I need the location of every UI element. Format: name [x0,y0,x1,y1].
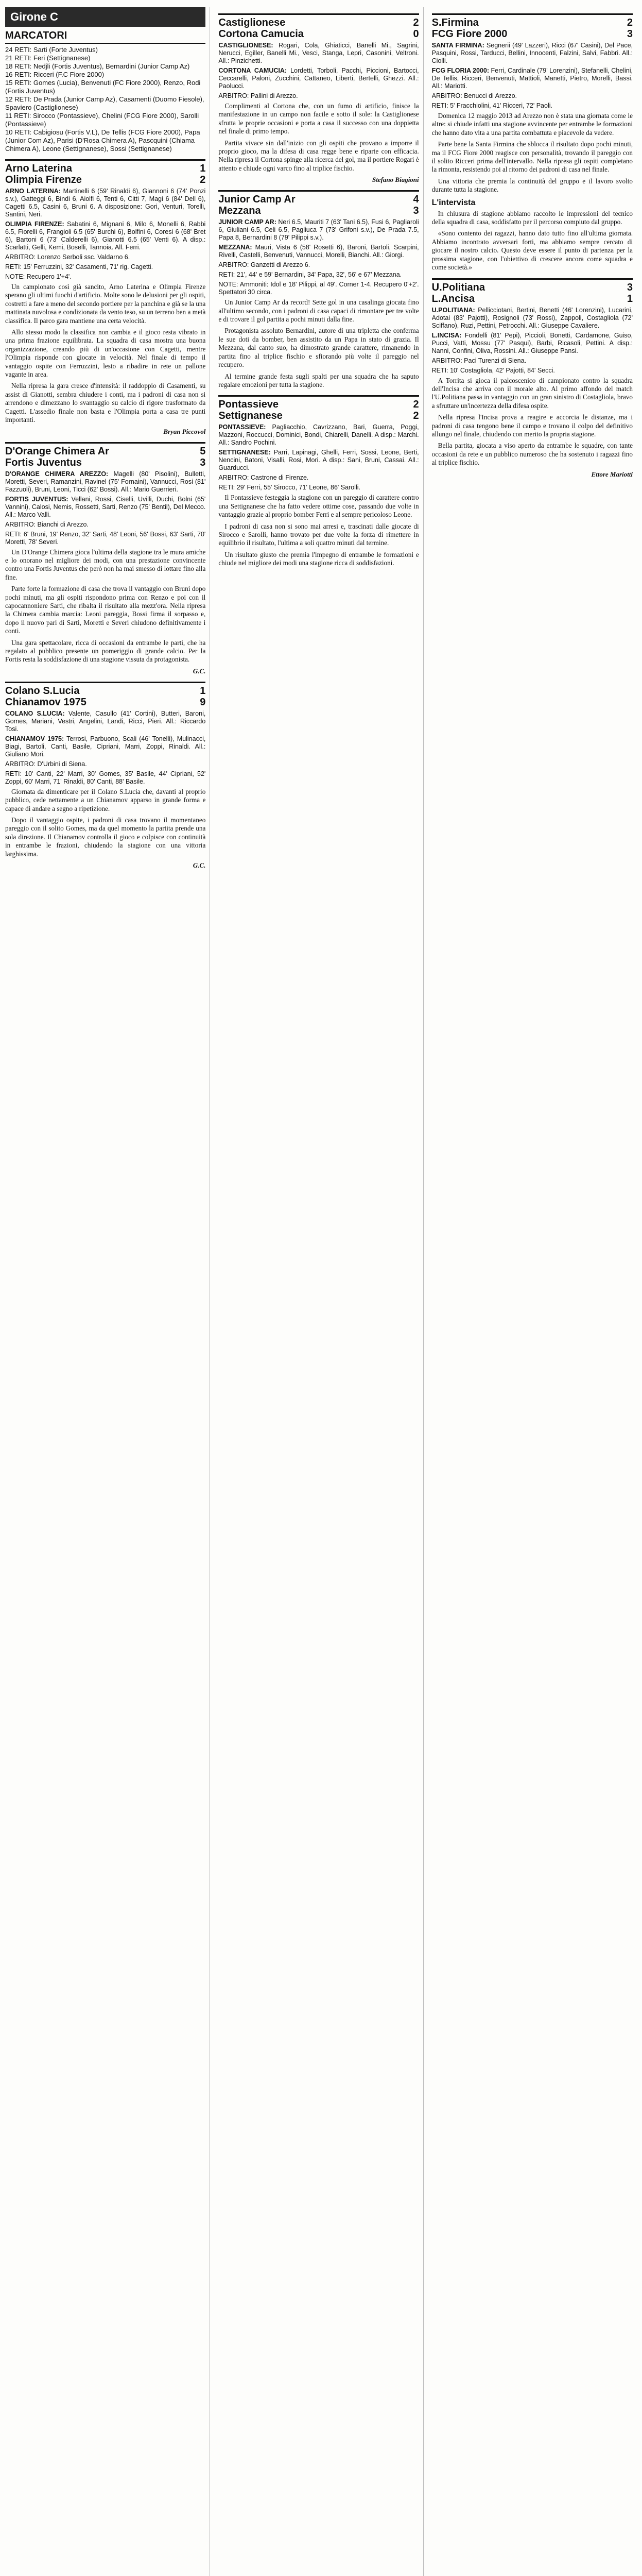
article-paragraph: Parte forte la formazione di casa che trova il vantaggio con Bruni dopo pochi minuti, ma gli ospiti rispondono prima con Renzo e poi con il capocannoniere Sarti, che ribalta il risultato alla mezz'ora. Nella ripresa la Chimera cambia marcia: Leoni pareggia, Bossi firma il sorpasso e, dopo il nuovo pari di Sarti, Moretti e Severi chiudono definitivamente i conti. [5,585,206,635]
article-body [5,788,205,858]
byline: Bryan Piccovol [163,427,206,435]
home-score: 1 [200,685,206,697]
home-lineup: U.POLITIANA: Pellicciotani, Bertini, Benetti (46' Lorenzini), Lucarini, Adotai (83' Pajotti), Rosignoli (73' Rossi), Zappoli, Costagliola (72' Sciffano), Ruzi, Pettini, Petrocchi. All.: Giuseppe Cavaliere. [431,306,633,329]
interview-title: L'intervista [431,198,476,207]
article-paragraph: Un risultato giusto che premia l'impegno di entrambe le formazioni e chiude nel migliore dei modi una stagione ricca di soddisfazioni. [218,550,419,567]
article-paragraph: Una vittoria che premia la continuità del gruppo e il lavoro svolto durante tutta la stagione. [431,177,633,194]
article-paragraph: Nella ripresa l'Incisa prova a reagire e accorcia le distanze, ma i padroni di casa tengono bene il campo e trovano il colpo del definitivo allungo nel finale, chiudendo con merito la propria stagione. [431,413,633,438]
away-team: Settignanese [218,410,283,422]
article-paragraph: Una gara spettacolare, ricca di occasioni da entrambe le parti, che ha regalato al pubblico presente un pomeriggio di grande calcio. Per la Fortis resta la soddisfazione di una stagione vissuta da protagonista. [5,638,206,664]
match-header [218,399,419,421]
scorer-line: 24 RETI: Sarti (Forte Juventus) [5,46,98,54]
referee: ARBITRO: Lorenzo Serboli ssc. Valdarno 6. [5,253,130,261]
home-lineup: D'ORANGE CHIMERA AREZZO: Magelli (80' Pisolini), Bulletti, Moretti, Severi, Ramanzini, Ravinel (75' Fornaini), Vannucci, Rosi (81' Fazzuoli), Bruni, Leoni, Ticci (62' Bossi). All.: Mario Guerrieri. [5,470,206,493]
home-score: 5 [200,445,206,457]
goals: RETI: 29' Ferri, 55' Sirocco, 71' Leone, 86' Sarolli. [218,484,360,492]
home-team: Colano S.Lucia [5,685,80,697]
article-paragraph: Complimenti al Cortona che, con un fumo di artificio, finisce la manifestazione in un campo non facile e sotto il sole: la Castiglionese sfrutta le proprie occasioni e porta a casa il successo con una doppietta nel finale di primo tempo. [218,102,419,135]
home-team: Pontassieve [218,399,279,411]
match-header [5,446,205,468]
byline: Ettore Mariotti [591,470,633,478]
article-body [432,377,633,467]
away-team: L.Ancisa [431,293,475,304]
home-score: 2 [413,399,419,411]
goals: RETI: 5' Fracchiolini, 41' Ricceri, 72' Paoli. [431,102,552,109]
goals: RETI: 10' Canti, 22' Marri, 30' Gomes, 35' Basile, 44' Cipriani, 52' Zoppi, 60' Marri, 71' Rinaldi, 80' Canti, 88' Basile. [5,770,206,785]
match-notes: NOTE: Recupero 1'+4'. [5,273,72,280]
away-lineup: FCG FLORIA 2000: Ferri, Cardinale (79' Lorenzini), Stefanelli, Chelini, De Tellis, Ricceri, Benvenuti, Mattioli, Manetti, Pietro, Morelli, Bassi. All.: Mariotti. [431,67,633,90]
referee: ARBITRO: Bianchi di Arezzo. [5,520,89,528]
away-lineup: CORTONA CAMUCIA: Lordetti, Torboli, Pacchi, Piccioni, Bartocci, Ceccarelli, Paloni, Zucchini, Cattaneo, Liberti, Bertelli, Ghezzi. All.: Paolucci. [218,67,419,90]
article-paragraph: Domenica 12 maggio 2013 ad Arezzo non è stata una giornata come le altre: si chiude infatti una stagione avvincente per entrambe le formazioni che hanno dato vita a una partita combattuta e piacevole da vedere. [431,112,633,137]
match-header [218,17,419,40]
match-report [218,395,419,567]
article-body [218,298,419,389]
article-paragraph: Parte bene la Santa Firmina che sblocca il risultato dopo pochi minuti, ma il FCG Fiore 2000 reagisce con personalità, trovando il pareggio con il solito Ricceri prima dell'intervallo. Nella ripresa gli ospiti completano la rimonta, resistendo poi al ritorno dei padroni di casa nel finale. [431,140,633,174]
away-team: Chianamov 1975 [5,696,86,708]
goals: RETI: 21', 44' e 59' Bernardini, 34' Papa, 32', 56' e 67' Mezzana. [218,271,402,279]
article-paragraph: Giornata da dimenticare per il Colano S.Lucia che, davanti al proprio pubblico, cede nettamente a un Chianamov apparso in grande forma e capace di andare a segno a ripetizione. [5,787,206,812]
interview-box [432,198,633,272]
home-score: 2 [413,17,419,28]
article-paragraph: A Torrita si gioca il palcoscenico di campionato contro la squadra dell'Incisa che arriva con il morale alto. Al primo affondo del match l'U.Politiana passa in vantaggio con un gran sinistro di Costagliola, bravo a sfruttare un'incertezza della difesa ospite. [431,376,633,410]
article-paragraph: Protagonista assoluto Bernardini, autore di una tripletta che conferma le sue doti da bomber, ben assistito da un Papa in stato di grazia. Il Mezzana, dal canto suo, ha dimostrato grande carattere, rimanendo in partita fino al triplice fischio e sfiorando più volte il pareggio nel recupero. [218,327,419,369]
match-notes: NOTE: Ammoniti: Idol e 18' Pilippi, al 49'. Corner 1-4. Recupero 0'+2'. Spettatori 30 circa. [218,281,419,296]
away-score: 0 [413,28,419,40]
home-team: D'Orange Chimera Ar [5,445,109,457]
away-team: FCG Fiore 2000 [431,28,508,40]
article-paragraph: Dopo il vantaggio ospite, i padroni di casa trovano il momentaneo pareggio con il solito Gomes, ma da quel momento la partita prende una sola direzione. Il Chianamov controlla il gioco e colpisce con continuità in entrambe le frazioni, chiudendo la stagione con una vittoria larghissima. [5,816,206,858]
scorer-line: 21 RETI: Feri (Settignanese) [5,54,91,62]
away-team: Cortona Camucia [218,28,304,40]
interview-paragraph: «Sono contento dei ragazzi, hanno dato tutto fino all'ultima giornata. Abbiamo incontrato avversari forti, ma abbiamo sempre cercato di giocare il nostro calcio. Questo deve essere il punto di partenza per la prossima stagione, con l'obiettivo di crescere ancora come squadra e come società.» [431,229,633,272]
match-report [432,13,633,194]
scorers-list [5,46,205,153]
match-header [5,685,205,708]
away-lineup: L.INCISA: Fondelli (81' Pepi), Piccioli, Bonetti, Cardamone, Guiso, Pucci, Vatti, Mossu (77' Pasqui), Barbi, Ricasoli, Pettini. A disp.: Nanni, Confini, Oliva, Rossini. All.: Giuseppe Pansi. [431,331,633,354]
away-lineup: FORTIS JUVENTUS: Vellani, Rossi, Ciselli, Uvilli, Duchi, Bolni (65' Vannini), Calosi, Nemis, Rossetti, Sarti, Renzo (75' Bentil), Del Mecco. All.: Marco Valli. [5,495,206,518]
scorer-line: 11 RETI: Sirocco (Pontassieve), Chelini (FCG Fiore 2000), Sarolli (Pontassieve) [5,112,199,128]
scorer-line: 10 RETI: Cabigiosu (Fortis V.L), De Tellis (FCG Fiore 2000), Papa (Junior Com Az), Parisi (D'Rosa Chimera A), Pascquini (Chiama Chimera A), Leone (Settignanese), Sossi (Settignanese) [5,128,200,152]
article-paragraph: Un Junior Camp Ar da record! Sette gol in una casalinga giocata fino all'ultimo secondo, con i padroni di casa capaci di rimontare per tre volte e di trovare il gol partita a pochi minuti dalla fine. [218,298,419,324]
home-team: Castiglionese [218,17,286,28]
byline: Stefano Biagioni [372,176,419,184]
match-report [218,13,419,184]
article-paragraph: Allo stesso modo la classifica non cambia e il gioco resta vibrato in una prima frazione equilibrata. La squadra di casa mostra una buona organizzazione, creando più di un'occasione con Cagetti, mentre l'Olimpia risponde con giocate in velocità. Nel finale di tempo il vantaggio ospite con Ferruzzini, lesto a ribadire in rete un pallone vagante in area. [5,328,206,379]
scorer-line: 15 RETI: Gomes (Lucia), Benvenuti (FC Fiore 2000), Renzo, Rodi (Fortis Juventus) [5,79,201,95]
home-lineup: ARNO LATERINA: Martinelli 6 (59' Rinaldi 6), Giannoni 6 (74' Ponzi s.v.), Gatteggi 6, Bindi 6, Aiolfi 6, Tenti 6, Citti 7, Magi 6 (84' Dell 6), Cagetti 6.5, Casini 6, Bruni 6. A disposizione: Gori, Venturi, Torelli, Santini, Neri. [5,188,206,218]
article-body [432,112,633,194]
article-body [5,283,205,425]
referee: ARBITRO: Benucci di Arezzo. [431,92,517,99]
article-paragraph: I padroni di casa non si sono mai arresi e, trascinati dalle giocate di Sirocco e Sarolli, hanno trovato per due volte la forza di rimettere in equilibrio il risultato, l'ultima a soli quattro minuti dal termine. [218,522,419,547]
goals: RETI: 15' Ferruzzini, 32' Casamenti, 71' rig. Cagetti. [5,263,153,270]
away-lineup: MEZZANA: Mauri, Vista 6 (58' Rosetti 6), Baroni, Bartoli, Scarpini, Rivelli, Castelli, Benvenuti, Vannucci, Morelli, Bianchi. All.: Giorgi. [218,244,419,259]
home-score: 4 [413,194,419,206]
home-lineup: CASTIGLIONESE: Rogari, Cola, Ghiaticci, Banelli Mi., Sagrini, Nerucci, Egiller, Banelli Mi., Vesci, Stanga, Lepri, Casonini, Veltroni. All.: Pinzichetti. [218,42,419,64]
match-report [218,190,419,389]
match-header [5,163,205,185]
away-team: Olimpia Firenze [5,174,82,185]
match-report [432,278,633,479]
home-score: 2 [627,17,633,28]
article-body [5,548,205,664]
away-team: Fortis Juventus [5,456,82,468]
goals: RETI: 6' Bruni, 19' Renzo, 32' Sarti, 48' Leoni, 56' Bossi, 63' Sarti, 70' Moretti, 78' Severi. [5,530,206,546]
home-team: S.Firmina [431,17,479,28]
referee: ARBITRO: D'Urbini di Siena. [5,760,87,768]
section-banner: Girone C [5,7,205,27]
home-lineup: SANTA FIRMINA: Segnerii (49' Lazzeri), Ricci (67' Casini), Del Pace, Pasquini, Rossi, Tarducci, Bellini, Innocenti, Falzini, Salvi, Fabbri. All.: Ciolli. [431,42,633,64]
home-score: 3 [627,281,633,293]
home-team: Arno Laterina [5,163,73,174]
away-lineup: CHIANAMOV 1975: Terrosi, Parbuono, Scali (46' Tonelli), Mulinacci, Biagi, Bartoli, Canti, Basile, Cipriani, Marri, Zoppi, Rinaldi. All.: Giuliano Mori. [5,735,206,758]
article-paragraph: Partita vivace sin dall'inizio con gli ospiti che provano a imporre il proprio gioco, ma la difesa di casa regge bene e riparte con efficacia. Nella ripresa il Cortona spinge alla ricerca del gol, ma il portiere Rogari è attento e chiude ogni varco fino al triplice fischio. [218,139,419,172]
article-paragraph: Un D'Orange Chimera gioca l'ultima della stagione tra le mura amiche e lo onorano nel migliore dei modi, con una prestazione convincente contro una Fortis Juventus che però non ha mai smesso di lottare fino alla fine. [5,548,206,581]
home-lineup: COLANO S.LUCIA: Valente, Casullo (41' Cortini), Butteri, Baroni, Gomes, Mariani, Vestri, Angelini, Landi, Ricci, Pieri. All.: Riccardo Tosi. [5,709,206,733]
away-team: Mezzana [218,205,261,217]
away-score: 1 [627,293,633,304]
article-paragraph: Bella partita, giocata a viso aperto da entrambe le squadre, con tante occasioni da rete e un pubblico numeroso che ha sostenuto i ragazzi fino al triplice fischio. [431,442,633,467]
referee: ARBITRO: Castrone di Firenze. [218,474,309,482]
away-score: 2 [200,174,206,185]
column-center [218,7,423,2576]
away-score: 3 [627,28,633,40]
scorer-line: 18 RETI: Nedjli (Fortis Juventus), Bernardini (Junior Camp Az) [5,62,190,70]
home-team: U.Politiana [431,281,485,293]
article-body [218,102,419,173]
goals: RETI: 10' Costagliola, 42' Pajotti, 84' Secci. [431,366,555,374]
article-paragraph: Un campionato così già sancito, Arno Laterina e Olimpia Firenze sperano gli ultimi fuochi d'artificio. Molte sono le delusioni per gli ospiti, costretti a fare a meno del secondo portiere per la panchina e già se la una mattinata nuvolosa e condizionata da vento teso, su un terreno ben a metà classifica. Il parco gara mantiene una certa velocità. [5,283,206,325]
byline: G.C. [193,861,206,870]
match-report [5,682,205,870]
away-score: 3 [413,205,419,217]
match-report [5,159,205,436]
byline: G.C. [193,667,206,675]
home-lineup: JUNIOR CAMP AR: Neri 6.5, Mauriti 7 (63' Tani 6.5), Fusi 6, Pagliaroli 6, Giuliani 6.5, Celi 6.5, Pagliuca 7 (73' Grifoni s.v.), De Prada 7.5, Papa 8, Bernardini 8 (79' Pilippi s.v.). [218,218,419,242]
interview-paragraph: In chiusura di stagione abbiamo raccolto le impressioni del tecnico della squadra di casa, soddisfatto per il percorso compiuto dal gruppo. [431,209,633,226]
home-score: 1 [200,163,206,174]
away-lineup: OLIMPIA FIRENZE: Sabatini 6, Mignani 6, Milo 6, Monelli 6, Rabbi 6.5, Fiorelli 6, Frangioli 6.5 (65' Burchi 6), Bolfini 6, Coresi 6 (68' Bret 6), Bartoni 6 (73' Calderelli 6), Gianotti 6.5 (65' Venti 6). A disp.: Scarlatti, Gelli, Kemi, Boselli, Tannoia. All. Ferri. [5,221,206,251]
article-body [218,494,419,567]
scorer-line: 16 RETI: Ricceri (F.C Fiore 2000) [5,71,105,78]
away-lineup: SETTIGNANESE: Parri, Lapinagi, Ghelli, Ferri, Sossi, Leone, Berti, Nencini, Batoni, Visalli, Rosi, Mori. A disp.: Sani, Bruni, Cassai. All.: Guarducci. [218,449,419,472]
home-lineup: PONTASSIEVE: Pagliacchio, Cavrizzano, Bari, Guerra, Poggi, Mazzoni, Roccucci, Dominici, Bondi, Chiarelli, Danelli. A disp.: Marchi. All.: Sandro Pochini. [218,423,419,447]
home-team: Junior Camp Ar [218,194,296,206]
scorers-title: MARCATORI [5,30,205,44]
match-header [432,17,633,40]
referee: ARBITRO: Pallini di Arezzo. [218,92,298,99]
column-left [5,7,210,2576]
referee: ARBITRO: Paci Turenzi di Siena. [431,357,527,364]
away-score: 2 [413,410,419,422]
column-right [432,7,637,2576]
scorer-line: 12 RETI: De Prada (Junior Camp Az), Casamenti (Duomo Fiesole), Spaviero (Castiglionese) [5,95,204,111]
away-score: 9 [200,696,206,708]
article-paragraph: Nella ripresa la gara cresce d'intensità: il raddoppio di Casamenti, su assist di Gianotti, sembra chiudere i conti, ma i padroni di casa non si arrendono e dimezzano lo svantaggio su calcio di rigore trasformato da Cagetti. L'assedio finale non basta e l'Olimpia porta a casa tre punti importanti. [5,382,206,424]
article-paragraph: Al termine grande festa sugli spalti per una squadra che ha saputo regalare emozioni per tutta la stagione. [218,372,419,388]
away-score: 3 [200,456,206,468]
match-header [432,282,633,304]
match-header [218,194,419,216]
article-paragraph: Il Pontassieve festeggia la stagione con un pareggio di carattere contro una Settignanese che ha fatto vedere ottime cose, passando due volte in vantaggio grazie al proprio bomber Ferri e al sempre pericoloso Leone. [218,494,419,519]
referee: ARBITRO: Ganzetti di Arezzo 6. [218,261,310,269]
match-report [5,442,205,675]
